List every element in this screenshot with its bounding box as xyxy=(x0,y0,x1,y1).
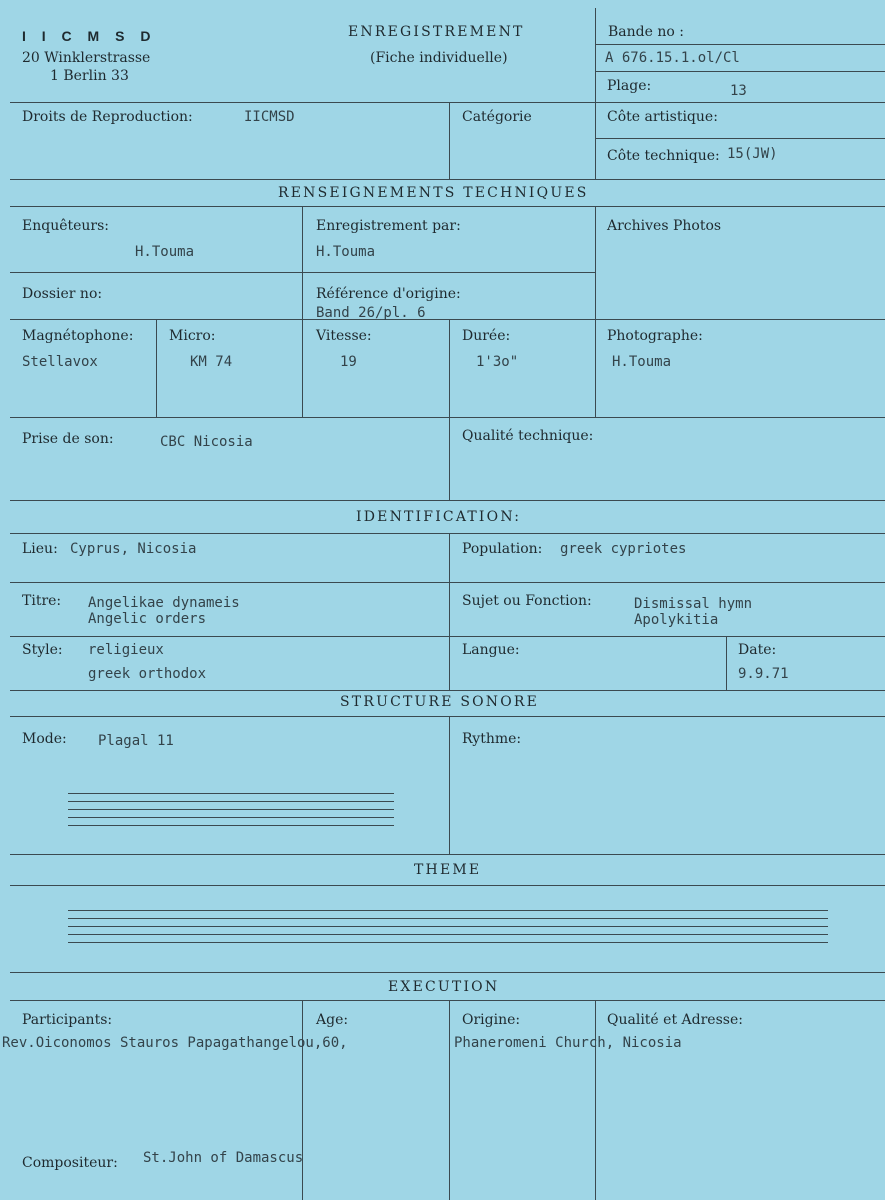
mode-value: Plagal 11 xyxy=(98,733,174,749)
structure-heading: STRUCTURE SONORE xyxy=(340,694,540,710)
style-value-2: greek orthodox xyxy=(88,666,207,682)
sujet-label: Sujet ou Fonction: xyxy=(462,593,592,609)
sujet-value-2: Apolykitia xyxy=(634,612,719,628)
magnetophone-value: Stellavox xyxy=(22,354,98,370)
compositeur-label: Compositeur: xyxy=(22,1155,118,1171)
photographe-label: Photographe: xyxy=(607,328,703,344)
form-title: ENREGISTREMENT xyxy=(348,24,525,40)
titre-value-2: Angelic orders xyxy=(88,611,207,627)
enregistrement-value: H.Touma xyxy=(316,244,376,260)
lieu-label: Lieu: xyxy=(22,541,58,557)
execution-heading: EXECUTION xyxy=(388,979,500,995)
enqueteurs-label: Enquêteurs: xyxy=(22,218,110,234)
population-value: greek cypriotes xyxy=(560,541,687,557)
cote-artistique-label: Côte artistique: xyxy=(607,109,718,125)
participants-value: Rev.Oiconomos Stauros Papagathangelou,60, xyxy=(2,1035,348,1051)
rights-label: Droits de Reproduction: xyxy=(22,109,193,125)
origine-label: Origine: xyxy=(462,1012,521,1028)
plage-label: Plage: xyxy=(607,78,652,94)
rights-value: IICMSD xyxy=(244,109,295,125)
compositeur-value: St.John of Damascus xyxy=(143,1150,304,1166)
rythme-label: Rythme: xyxy=(462,731,522,747)
reference-value: Band 26/pl. 6 xyxy=(316,305,426,321)
enregistrement-label: Enregistrement par: xyxy=(316,218,461,234)
vitesse-label: Vitesse: xyxy=(316,328,372,344)
photographe-value: H.Touma xyxy=(612,354,672,370)
bande-value: A 676.15.1.ol/Cl xyxy=(605,50,740,66)
titre-value-1: Angelikae dynameis xyxy=(88,595,240,611)
origine-value: Phaneromeni Church, Nicosia xyxy=(454,1035,682,1051)
style-value-1: religieux xyxy=(88,642,164,658)
plage-value: 13 xyxy=(730,83,747,99)
dossier-label: Dossier no: xyxy=(22,286,103,302)
enqueteurs-value: H.Touma xyxy=(135,244,195,260)
qualite-adresse-label: Qualité et Adresse: xyxy=(607,1012,743,1028)
age-label: Age: xyxy=(316,1012,349,1028)
mode-label: Mode: xyxy=(22,731,67,747)
theme-heading: THEME xyxy=(414,862,482,878)
cote-technique-value: 15(JW) xyxy=(727,146,778,162)
reference-label: Référence d'origine: xyxy=(316,286,461,302)
langue-label: Langue: xyxy=(462,642,520,658)
titre-label: Titre: xyxy=(22,593,62,609)
date-value: 9.9.71 xyxy=(738,666,789,682)
lieu-value: Cyprus, Nicosia xyxy=(70,541,197,557)
magnetophone-label: Magnétophone: xyxy=(22,328,134,344)
date-label: Date: xyxy=(738,642,777,658)
form-subtitle: (Fiche individuelle) xyxy=(370,50,508,66)
identification-heading: IDENTIFICATION: xyxy=(356,509,522,525)
micro-label: Micro: xyxy=(169,328,216,344)
address-line-2: 1 Berlin 33 xyxy=(50,68,129,84)
duree-label: Durée: xyxy=(462,328,511,344)
prise-value: CBC Nicosia xyxy=(160,434,253,450)
address-line-1: 20 Winklerstrasse xyxy=(22,50,151,66)
sujet-value-1: Dismissal hymn xyxy=(634,596,753,612)
prise-label: Prise de son: xyxy=(22,431,114,447)
style-label: Style: xyxy=(22,642,63,658)
participants-label: Participants: xyxy=(22,1012,113,1028)
archives-label: Archives Photos xyxy=(607,218,722,234)
org-logo: I I C M S D xyxy=(22,28,157,44)
bande-label: Bande no : xyxy=(608,24,684,40)
categorie-label: Catégorie xyxy=(462,109,532,125)
micro-value: KM 74 xyxy=(190,354,233,370)
technical-heading: RENSEIGNEMENTS TECHNIQUES xyxy=(278,185,589,201)
population-label: Population: xyxy=(462,541,543,557)
qualite-technique-label: Qualité technique: xyxy=(462,428,594,444)
duree-value: 1'3o" xyxy=(476,354,519,370)
cote-technique-label: Côte technique: xyxy=(607,148,720,164)
vitesse-value: 19 xyxy=(340,354,357,370)
